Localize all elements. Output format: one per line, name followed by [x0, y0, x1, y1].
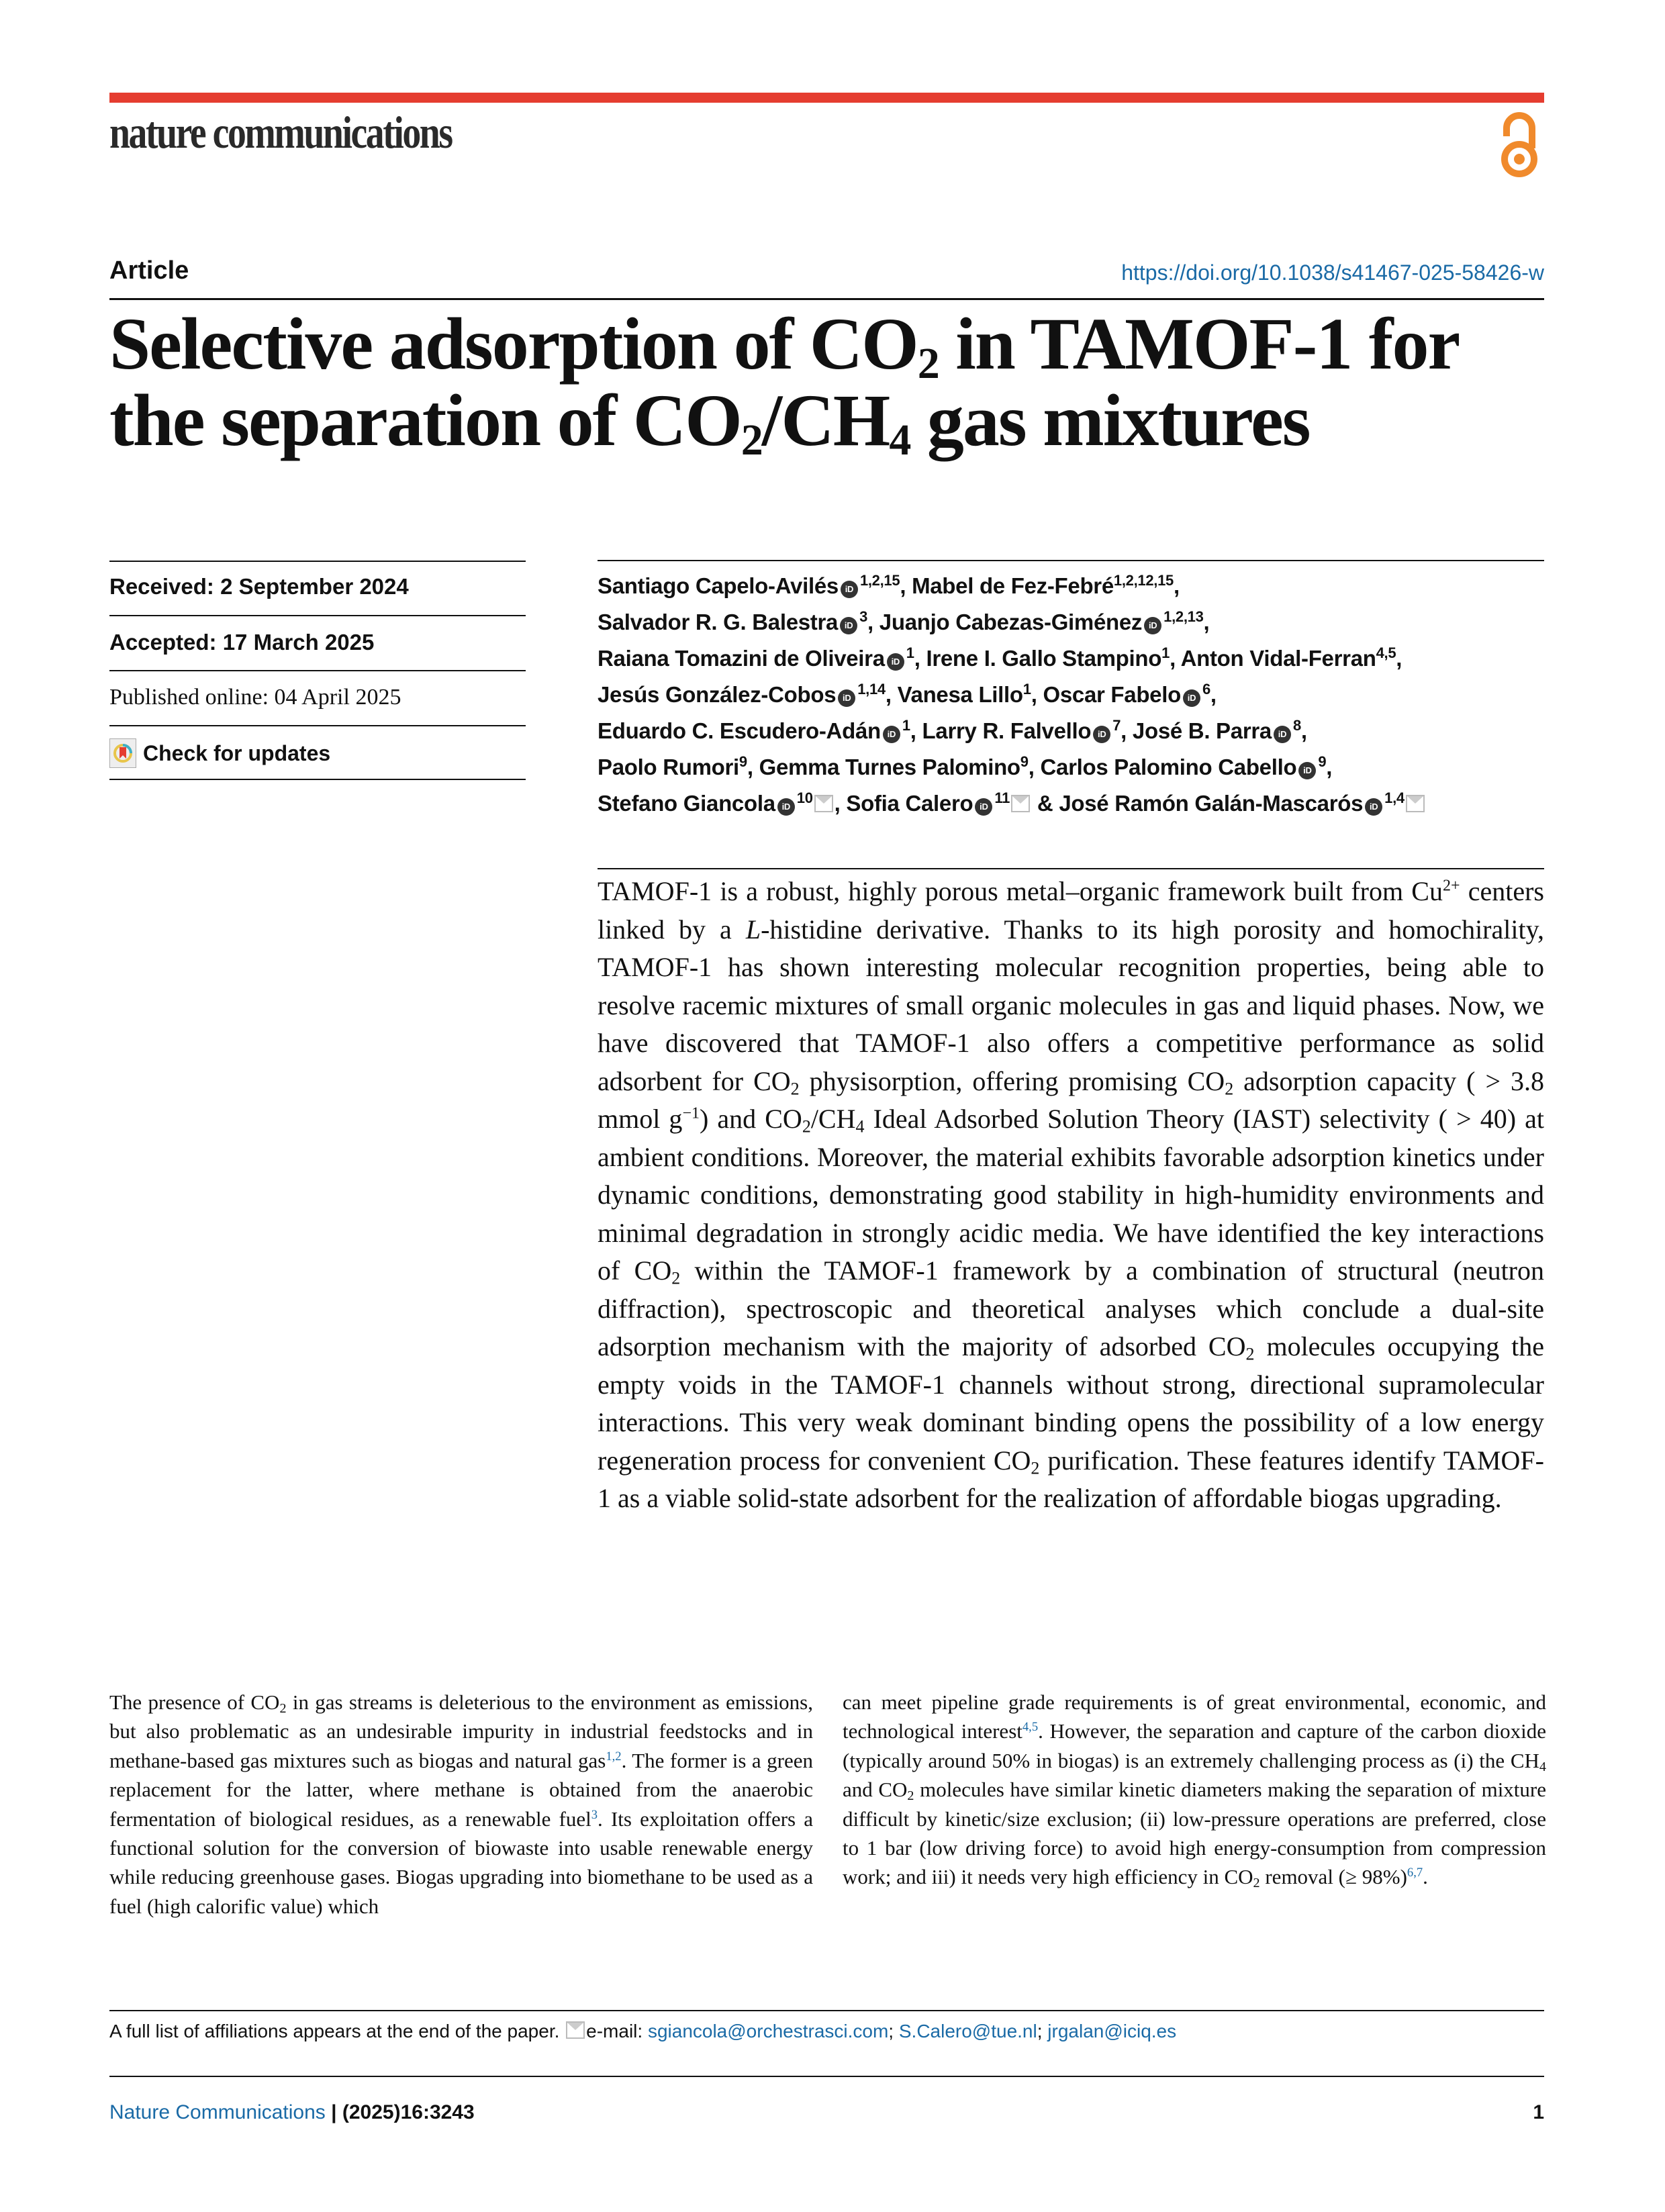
author-entry[interactable] — [598, 573, 912, 598]
orcid-icon[interactable]: iD — [1298, 762, 1316, 779]
open-access-lock-icon — [1498, 111, 1540, 178]
check-for-updates-button[interactable] — [109, 738, 330, 768]
author-entry[interactable] — [912, 573, 1180, 598]
author-affiliation: 6 — [1202, 681, 1210, 698]
author-affiliation: 10 — [796, 789, 813, 806]
meta-rule — [109, 615, 526, 616]
author-affiliation: 3 — [859, 608, 868, 625]
author-name: Anton Vidal-Ferran — [1180, 646, 1376, 671]
citation-link[interactable]: 3 — [591, 1807, 598, 1822]
separator: , — [900, 573, 912, 598]
author-affiliation: 8 — [1292, 717, 1301, 734]
email-link[interactable]: jrgalan@iciq.es — [1047, 2021, 1177, 2041]
email-icon — [566, 2021, 585, 2039]
subscript: 2 — [1245, 1344, 1255, 1364]
author-entry[interactable] — [922, 718, 1133, 743]
author-entry[interactable] — [1133, 718, 1307, 743]
author-name: Irene I. Gallo Stampino — [926, 646, 1162, 671]
email-icon[interactable] — [814, 795, 833, 812]
received-date: Received: 2 September 2024 — [109, 574, 409, 599]
body-text: . — [1423, 1865, 1428, 1889]
author-entry[interactable] — [846, 791, 1059, 816]
orcid-icon[interactable]: iD — [841, 581, 858, 598]
title-text: the separation of CO — [109, 379, 741, 461]
orcid-icon[interactable]: iD — [777, 798, 795, 816]
author-affiliation: 1 — [1022, 681, 1031, 698]
separator: , — [885, 682, 898, 707]
title-subscript: 2 — [741, 416, 762, 465]
subscript: 2 — [1031, 1458, 1040, 1478]
superscript: 2+ — [1442, 877, 1460, 895]
author-entry[interactable] — [598, 682, 898, 707]
abstract-text: /CH — [810, 1104, 856, 1134]
body-text: . However, the separation and capture of the carbon dioxide (typically around 50% in biogas) is an extremely challenging process as (i) the CH — [843, 1719, 1546, 1772]
affiliations-note — [109, 2021, 1176, 2042]
email-icon[interactable] — [1011, 795, 1030, 812]
citation-link[interactable]: 4,5 — [1022, 1720, 1039, 1735]
author-entry[interactable] — [926, 646, 1180, 671]
author-entry[interactable] — [598, 646, 926, 671]
italic-text: L — [745, 914, 761, 945]
orcid-icon[interactable]: iD — [838, 689, 855, 707]
body-text: molecules have similar kinetic diameters making the separation of mixture difficult by kinetic/size exclusion; (ii) low-pressure operations are preferred, close to 1 bar (low driving force) to avoid high energy-consumption from compression work; and iii) it needs very high efficiency in CO — [843, 1778, 1547, 1889]
footer-citation — [109, 2101, 475, 2124]
body-text: in gas streams is deleterious to the environment as emissions, but also problematic as an undesirable impurity in industrial feedstocks and in methane-based gas mixtures such as biogas and natural gas — [109, 1690, 813, 1772]
author-name: Mabel de Fez-Febré — [912, 573, 1114, 598]
body-column-right — [843, 1688, 1546, 1892]
author-name: Jesús González-Cobos — [598, 682, 837, 707]
meta-rule — [109, 725, 526, 726]
author-name: Larry R. Falvello — [922, 718, 1092, 743]
abstract-text: purification. These features identify TAMOF-1 as a viable solid-state adsorbent for the realization of affordable biogas upgrading. — [598, 1445, 1544, 1513]
separator: , — [1326, 755, 1333, 779]
subscript: 2 — [907, 1788, 914, 1804]
separator: ; — [1037, 2021, 1048, 2041]
separator: , — [834, 791, 847, 816]
author-entry[interactable] — [1059, 791, 1426, 816]
author-name: Carlos Palomino Cabello — [1040, 755, 1297, 779]
title-subscript: 2 — [917, 339, 939, 388]
author-affiliation: 1,4 — [1384, 789, 1405, 806]
author-entry[interactable] — [598, 791, 846, 816]
orcid-icon[interactable]: iD — [1274, 726, 1291, 743]
published-date: Published online: 04 April 2025 — [109, 685, 401, 710]
author-affiliation: 9 — [1318, 753, 1327, 770]
author-name: Santiago Capelo-Avilés — [598, 573, 839, 598]
subscript: 2 — [802, 1116, 811, 1137]
abstract-text: within the TAMOF-1 framework by a combination of structural (neutron diffraction), spectroscopic and theoretical analyses which conclude a dual-site adsorption mechanism with the majority of adsorbed CO — [598, 1255, 1545, 1361]
body-text: and CO — [843, 1778, 908, 1802]
footer-volume: | (2025)16:3243 — [325, 2101, 475, 2123]
author-affiliation: 1 — [906, 644, 914, 661]
subscript: 2 — [790, 1079, 800, 1098]
body-text: . Its exploitation offers a functional solution for the conversion of biowaste into usable renewable energy while reducing greenhouse gases. Biogas upgrading into biomethane to be used as a fuel (high calorific value) which — [109, 1807, 814, 1918]
author-entry[interactable] — [598, 718, 922, 743]
subscript: 2 — [279, 1701, 287, 1717]
separator: , — [867, 610, 879, 634]
author-affiliation: 1 — [902, 717, 910, 734]
abstract-text: adsorption capacity ( > 3.8 mmol g — [598, 1065, 1544, 1134]
citation-link[interactable]: 6,7 — [1407, 1866, 1423, 1880]
author-affiliation: 1 — [1161, 644, 1170, 661]
authors-rule — [598, 560, 1544, 561]
separator: , — [1170, 646, 1181, 671]
abstract-text: TAMOF-1 is a robust, highly porous metal–organic framework built from Cu — [598, 876, 1443, 906]
body-text: The presence of CO — [109, 1690, 280, 1714]
abstract-rule — [598, 868, 1544, 869]
page-title — [109, 303, 1573, 465]
affiliations-text: A full list of affiliations appears at the end of the paper. — [109, 2021, 560, 2041]
author-affiliation: 1,2,12,15 — [1113, 572, 1174, 589]
subscript: 4 — [855, 1116, 865, 1137]
separator: , — [1173, 573, 1180, 598]
abstract-text: ) and CO — [699, 1104, 802, 1134]
author-name: Raiana Tomazini de Oliveira — [598, 646, 885, 671]
subscript: 2 — [671, 1268, 681, 1288]
author-name: Salvador R. G. Balestra — [598, 610, 839, 634]
email-link[interactable]: S.Calero@tue.nl — [898, 2021, 1037, 2041]
title-text: gas mixtures — [910, 379, 1310, 461]
superscript: −1 — [682, 1104, 700, 1122]
author-name: Paolo Rumori — [598, 755, 739, 779]
author-entry[interactable] — [879, 610, 1210, 634]
meta-rule — [109, 779, 526, 780]
author-affiliation: 9 — [739, 753, 747, 770]
subscript: 4 — [1539, 1759, 1546, 1774]
separator: ; — [888, 2021, 899, 2041]
separator: , — [1121, 718, 1133, 743]
affiliations-rule — [109, 2010, 1544, 2011]
author-entry[interactable] — [1181, 646, 1402, 671]
email-link[interactable]: sgiancola@orchestrasci.com — [647, 2021, 889, 2041]
abstract-text: centers linked by a — [598, 876, 1544, 945]
page-number: 1 — [1533, 2101, 1544, 2123]
author-affiliation: 11 — [994, 789, 1010, 806]
author-name: Eduardo C. Escudero-Adán — [598, 718, 881, 743]
journal-logo[interactable]: nature communications — [109, 107, 452, 158]
article-type-label: Article — [109, 256, 189, 285]
body-text: removal (≥ 98%) — [1259, 1865, 1407, 1889]
title-text: Selective adsorption of CO — [109, 303, 918, 385]
separator: & — [1031, 791, 1059, 816]
separator: , — [1203, 610, 1210, 634]
separator: , — [1300, 718, 1307, 743]
author-name: Vanesa Lillo — [897, 682, 1023, 707]
abstract-text: Ideal Adsorbed Solution Theory (IAST) selectivity ( > 40) at ambient conditions. Moreover, the material exhibits favorable adsorption kinetics under dynamic conditions, demonstrating good stability in high-humidity environments and minimal degradation in strongly acidic media. We have identified the key interactions of CO — [598, 1104, 1545, 1286]
separator: , — [1028, 755, 1041, 779]
author-affiliation: 4,5 — [1376, 644, 1396, 661]
email-icon[interactable] — [1406, 795, 1425, 812]
author-name: Oscar Fabelo — [1043, 682, 1181, 707]
separator: , — [910, 718, 922, 743]
author-entry[interactable] — [598, 610, 879, 634]
author-name: Stefano Giancola — [598, 791, 775, 816]
citation-link[interactable]: 1,2 — [606, 1749, 622, 1764]
bookmark-update-icon — [109, 738, 136, 768]
abstract-text: -histidine derivative. Thanks to its high porosity and homochirality, TAMOF-1 has shown interesting molecular recognition properties, being able to resolve racemic mixtures of small organic molecules in gas and liquid phases. Now, we have discovered that TAMOF-1 also offers a competitive performance as solid adsorbent for CO — [598, 914, 1544, 1096]
subscript: 2 — [1225, 1079, 1234, 1098]
author-name: Gemma Turnes Palomino — [759, 755, 1020, 779]
doi-link[interactable]: https://doi.org/10.1038/s41467-025-58426-w — [1121, 260, 1544, 285]
author-affiliation: 1,2,15 — [859, 572, 900, 589]
title-rule — [109, 298, 1544, 300]
author-entry[interactable] — [759, 755, 1041, 779]
author-entry[interactable] — [598, 755, 759, 779]
orcid-icon[interactable]: iD — [975, 798, 992, 816]
meta-rule — [109, 670, 526, 671]
author-name: José B. Parra — [1132, 718, 1272, 743]
author-name: José Ramón Galán-Mascarós — [1059, 791, 1364, 816]
abstract-text: physisorption, offering promising CO — [799, 1065, 1225, 1096]
separator: , — [1210, 682, 1217, 707]
author-affiliation: 1,14 — [857, 681, 886, 698]
meta-rule — [109, 561, 526, 562]
orcid-icon[interactable]: iD — [883, 726, 900, 743]
orcid-icon[interactable]: iD — [1365, 798, 1382, 816]
orcid-icon[interactable]: iD — [1093, 726, 1110, 743]
abstract — [598, 873, 1544, 1518]
body-text: . The former is a green replacement for the latter, where methane is obtained from the anaerobic fermentation of biological residues, as a renewable fuel — [109, 1748, 813, 1831]
separator: , — [1031, 682, 1043, 707]
separator: , — [747, 755, 759, 779]
orcid-icon[interactable]: iD — [887, 653, 904, 671]
title-subscript: 4 — [889, 416, 910, 465]
author-affiliation: 7 — [1112, 717, 1121, 734]
author-name: Sofia Calero — [846, 791, 973, 816]
author-name: Juanjo Cabezas-Giménez — [879, 610, 1143, 634]
author-entry[interactable] — [1040, 755, 1332, 779]
orcid-icon[interactable]: iD — [1144, 617, 1161, 634]
orcid-icon[interactable]: iD — [1183, 689, 1200, 707]
accepted-date: Accepted: 17 March 2025 — [109, 630, 375, 655]
orcid-icon[interactable]: iD — [840, 617, 857, 634]
footer-rule — [109, 2076, 1544, 2077]
email-label: e-mail: — [586, 2021, 648, 2041]
footer-journal-link[interactable]: Nature Communications — [109, 2101, 326, 2123]
author-affiliation: 1,2,13 — [1163, 608, 1204, 625]
subscript: 2 — [1253, 1876, 1260, 1891]
separator: , — [1396, 646, 1402, 671]
author-list — [598, 568, 1551, 822]
abstract-text: molecules occupying the empty voids in the TAMOF-1 channels without strong, directional supramolecular interactions. This very weak dominant binding opens the possibility of a low energy regeneration process for convenient CO — [598, 1331, 1545, 1476]
check-for-updates-label: Check for updates — [143, 740, 331, 765]
header-red-bar — [109, 93, 1544, 103]
author-entry[interactable] — [1043, 682, 1216, 707]
author-affiliation: 9 — [1020, 753, 1029, 770]
body-text: can meet pipeline grade requirements is of great environmental, economic, and technological interest — [843, 1690, 1546, 1743]
author-entry[interactable] — [898, 682, 1043, 707]
title-text: in TAMOF-1 for — [938, 303, 1460, 385]
title-text: /CH — [761, 379, 890, 461]
body-column-left — [109, 1688, 813, 1921]
separator: , — [914, 646, 926, 671]
